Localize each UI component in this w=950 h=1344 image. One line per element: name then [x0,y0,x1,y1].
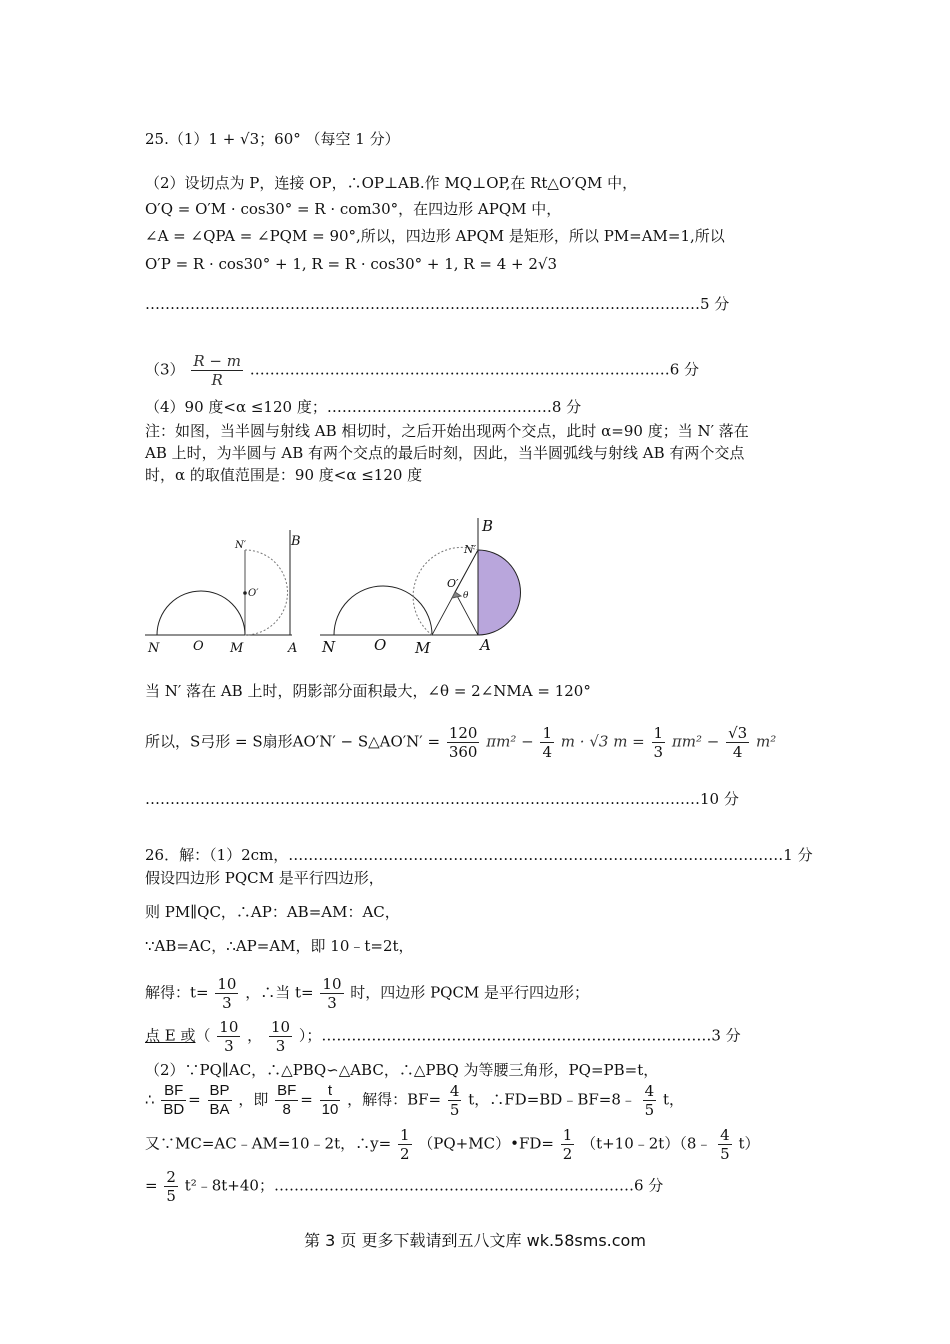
q25-part1: 25.（1）1 + √3；60° （每空 1 分） [145,130,400,148]
q26-line2: 假设四边形 PQCM 是平行四边形， [145,869,384,887]
q26-line7: （2）∵PQ∥AC，∴△PBQ∽△ABC，∴△PBQ 为等腰三角形，PQ=PB=t， [145,1061,659,1079]
q26-line6: 点 E 或（ $\frac{10}{3}$ ， $\frac{10}{3}$ ）；……………………………………………………………………3 分 [145,1018,741,1055]
q25-score-10: …………………………………………………………………………………………………10 分 [145,790,739,808]
page-footer: 第 3 页 更多下载请到五八文库 wk.58sms.com [304,1231,646,1250]
q26-line3: 则 PM∥QC，∴AP：AB=AM：AC， [145,903,400,921]
q25-note-line3: 时，α 的取值范围是：90 度<α ≤120 度 [145,466,423,484]
fig1-label-b: B [291,534,301,549]
fig2-label-m: M [415,639,431,657]
frac-bf-bd: $\frac{BF}{BD}$ [163,1082,185,1118]
figure-1 [145,530,292,635]
fig1-semicircle [157,591,245,635]
frac-bp-ba: $\frac{BP}{BA}$ [209,1082,230,1118]
q25-note-line1: 注：如图，当半圆与射线 AB 相切时，之后开始出现两个交点，此时 α=90 度；当 N′ 落在 [145,422,749,440]
frac-4-5-b: $\frac{4}{5}$ [644,1082,655,1119]
q25-part4: （4）90 度<α ≤120 度；………………………………………8 分 [145,398,582,416]
fig2-label-a: A [480,636,491,654]
q26-line9: 又∵MC=AC﹣AM=10﹣2t，∴y= $\frac{1}{2}$ （PQ+MC）•FD= $\frac{1}{2}$ （t+10﹣2t）（8﹣ $\frac{4}{5}$ t） [145,1126,760,1163]
fig2-label-n: N [322,638,336,656]
q25-part2-line1: （2）设切点为 P，连接 OP，∴OP⊥AB.作 MQ⊥OP,在 Rt△O′QM 中， [145,174,638,192]
fig2-shaded-segment [478,550,521,635]
fig1-label-m: M [230,641,244,656]
fig1-label-a: A [288,641,298,656]
frac-10-3-a: $\frac{10}{3}$ [217,975,237,1012]
frac-10-3-b: $\frac{10}{3}$ [322,975,342,1012]
fig1-label-nprime: N′ [235,540,247,551]
fig2-label-theta: θ [463,591,469,601]
frac-4-5-a: $\frac{4}{5}$ [449,1082,460,1119]
frac-10-3-c: $\frac{10}{3}$ [219,1018,239,1055]
frac-2-5: $\frac{2}{5}$ [166,1168,176,1205]
fig1-label-o: O [193,639,204,654]
q25-after-figure: 当 N′ 落在 AB 上时，阴影部分面积最大，∠θ = 2∠NMA = 120° [145,682,591,700]
frac-bf-8: $\frac{BF}{8}$ [277,1082,297,1118]
q25-part3: （3） $\frac{R - m}{R}$ …………………………………………………………………………6 分 [145,352,700,389]
q25-part2-line3: ∠A = ∠QPA = ∠PQM = 90°,所以，四边形 APQM 是矩形，所以 PM=AM=1,所以 [145,227,725,245]
fig2-label-oprime: O′ [447,577,459,590]
fig1-label-oprime: O′ [248,588,259,599]
fig2-angle-mark [452,592,461,598]
q26-line8: ∴ $\frac{BF}{BD}$ = $\frac{BP}{BA}$ ，即 $\frac{BF}{8}$ = $\frac{t}{10}$ ，解得：BF= $\frac{4}{5}$ t，∴FD=BD﹣BF=8﹣ $\frac{4}{5}$ t， [145,1082,684,1119]
q25-part3-fraction: $\frac{R - m}{R}$ [193,352,241,389]
fig2-label-nprime: N′ [464,543,477,556]
frac-t-10: $\frac{t}{10}$ [321,1082,339,1118]
q25-area-formula: 所以，S弓形 = S扇形AO′N′ − S△AO′N′ = $\frac{120}{360}$ πm² − $\frac{1}{4}$ m · √3 m = $\frac{1}{3}$ πm² − $\frac{√3}{4}$ m² [145,724,777,761]
fig1-center-dot [244,592,247,595]
q26-line1: 26．解：（1）2cm，………………………………………………………………………………………1 分 [145,846,813,864]
q26-line10: = $\frac{2}{5}$ t²﹣8t+40；………………………………………………………………6 分 [145,1168,664,1205]
frac-10-3-d: $\frac{10}{3}$ [270,1018,291,1055]
fig2-semicircle [334,586,432,635]
figure-2 [320,518,521,635]
fig2-label-o: O [374,636,387,654]
area-frac-1-3: $\frac{1}{3}$ [653,724,664,761]
fig1-label-n: N [148,641,160,656]
fig2-label-b: B [482,517,494,535]
frac-1-2-b: $\frac{1}{2}$ [562,1126,573,1163]
area-frac-sqrt3-4: $\frac{√3}{4}$ [728,724,748,761]
q25-part2-line4: O′P = R · cos30° + 1, R = R · cos30° + 1, R = 4 + 2√3 [145,255,557,273]
q26-line5: 解得：t= $\frac{10}{3}$ ，∴当 t= $\frac{10}{3}$ 时，四边形 PQCM 是平行四边形； [145,975,590,1012]
frac-1-2-a: $\frac{1}{2}$ [399,1126,410,1163]
frac-4-5-c: $\frac{4}{5}$ [720,1126,730,1163]
q26-line4: ∵AB=AC，∴AP=AM，即 10﹣t=2t， [145,937,414,955]
q25-part2-line2: O′Q = O′M · cos30° = R · com30°，在四边形 APQM 中， [145,200,562,218]
q25-score-5: …………………………………………………………………………………………………5 分 [145,295,730,313]
area-frac-120-360: $\frac{120}{360}$ [448,724,478,761]
q25-note-line2: AB 上时，为半圆与 AB 有两个交点的最后时刻，因此，当半圆弧线与射线 AB 有两个交点 [145,444,745,462]
area-frac-1-4: $\frac{1}{4}$ [542,724,553,761]
